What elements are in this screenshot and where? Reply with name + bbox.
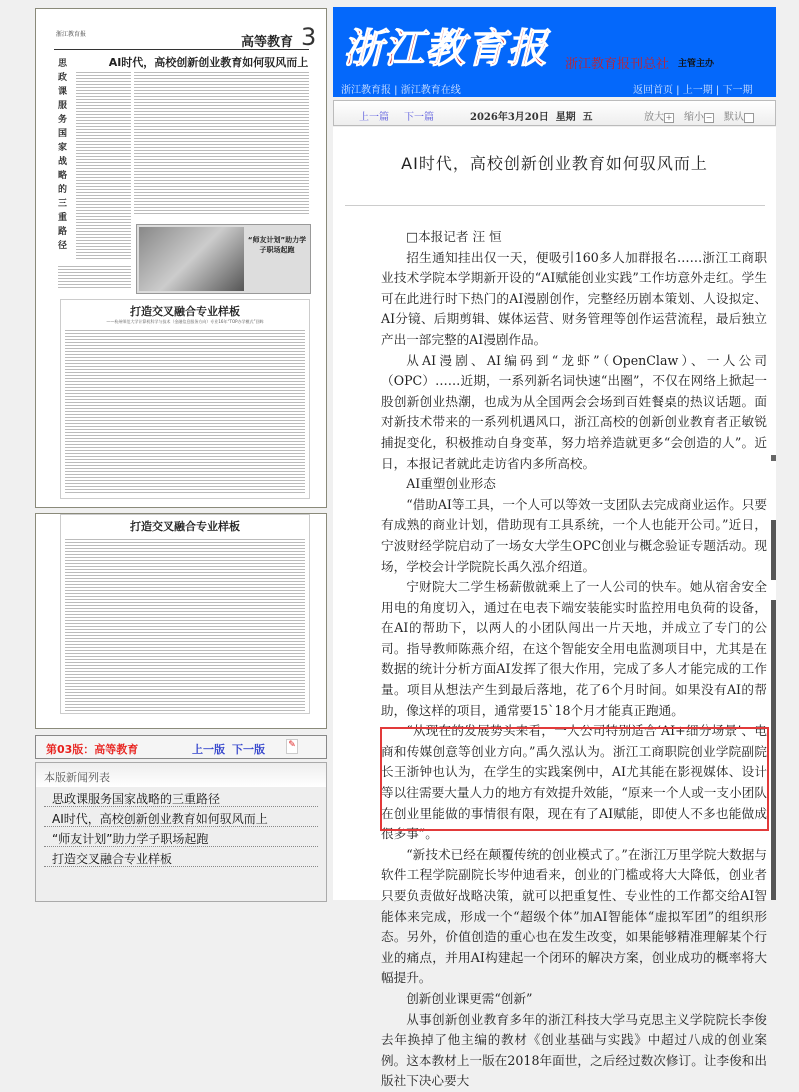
issue-date: 2026年3月20日 星期 五 (470, 112, 593, 123)
scrollbar[interactable] (771, 130, 776, 900)
default-size-button[interactable]: 默认 (724, 108, 754, 123)
logo[interactable]: 浙江教育报 (343, 25, 548, 72)
paragraph: 招生通知挂出仅一天，便吸引160多人加群报名……浙江工商职业技术学院本学期新开设的“AI赋能创业实践”工作坊意外走红。学生可在此进行时下热门的AI漫剧创作，完整经历剧本策划、人设拟定、AI分镜、后期剪辑、媒体运营、财务管理等创作运营流程，最后独立产出一部完整的AI漫剧作品。 (381, 249, 767, 347)
link-zjjyb[interactable]: 浙江教育报 (341, 85, 391, 96)
edition-bar (35, 735, 327, 759)
edition-label: 第03版：高等教育 (46, 743, 139, 756)
publisher: 浙江教育报刊总社 (565, 57, 670, 72)
pdf-icon[interactable]: ✎ (286, 739, 298, 754)
byline: □本报记者 汪 恒 (406, 229, 502, 244)
prev-issue-link[interactable]: 上一期 (682, 85, 713, 96)
paragraph: 从事创新创业教育多年的浙江科技大学马克思主义学院院长李俊去年换掉了他主编的教材《创业基础与实践》中超过八成的创业案例。这本教材上一版在2018年面世，之后经过数次修订。让李俊和出版社下决心要大 (381, 1011, 767, 1089)
thumb-side-headline: 思政课服务国家战略的三重路径 (58, 59, 68, 251)
prev-edition-link[interactable]: 上一版 (192, 743, 225, 756)
news-list (35, 762, 327, 902)
thumb-section: 高等教育 (241, 35, 294, 50)
news-list-item[interactable]: 打造交叉融合专业样板 (44, 847, 318, 867)
paragraph-highlighted: “新技术已经在颠覆传统的创业模式了。”在浙江万里学院大数据与软件工程学院副院长岑仲迪看来，创业的门槛或将大大降低，创业者只要负责做好战略决策，就可以把重复性、专业性的工作都交给AI智能体来完成，形成一个“超级个体”加AI智能体“虚拟军团”的组织形态。另外，价值创造的重心也在发生改变，如果能够精准理解某个行业的痛点，并用AI构建起一个闭环的解决方案，创业成功的概率将大幅提升。 (381, 846, 767, 986)
article-toolbar (333, 100, 776, 126)
next-article-link[interactable]: 下一篇 (404, 112, 434, 123)
zoom-out-button[interactable]: 缩小 − (684, 112, 713, 123)
thumb-masthead: 浙江教育报 (56, 31, 87, 38)
thumb-headline: AI时代，高校创新创业教育如何驭风而上 (108, 56, 309, 69)
article-body (381, 227, 767, 1092)
news-list-item[interactable]: “师友计划”助力学子职场起跑 (44, 827, 318, 847)
thumb-banner: 打造交叉融合专业样板 (130, 305, 240, 318)
prev-article-link[interactable]: 上一篇 (359, 112, 389, 123)
news-list-item[interactable]: 思政课服务国家战略的三重路径 (44, 787, 318, 807)
thumb-photo-caption: “师友计划”助力学子职场起跑 (247, 236, 307, 254)
paragraph: 宁财院大二学生杨薪傲就乘上了一人公司的快车。她从宿舍安全用电的角度切入，通过在电表下端安装能实时监控用电负荷的设备，在AI的帮助下，以两人的小团队闯出一片天地，并成立了专门的公司。指导教师陈燕介绍，在这个智能安全用电监测项目中，尤其是在数据的统计分析方面AI发挥了很大作用，完成了多人才能完成的工作量。项目从想法产生到最后落地，花了6个月时间。如果没有AI的帮助，像这样的项目，通常要15`18个月才能真正跑通。 (381, 579, 767, 718)
page-thumbnail-continued[interactable] (35, 513, 327, 729)
zoom-in-button[interactable]: 放大 + (644, 112, 673, 123)
thumb-banner-repeat: 打造交叉融合专业样板 (130, 520, 240, 533)
link-zjjy-online[interactable]: 浙江教育在线 (400, 85, 461, 96)
highlight-box (380, 727, 769, 831)
subheading: AI重塑创业形态 (406, 476, 496, 492)
paragraph: “从现在的发展势头来看，一人公司特别适合‘AI+细分场景’、电商和传媒创意等创业方向。”禹久泓认为。浙江工商职院创业学院副院长王浙钟也认为，在学生的实践案例中，AI尤其能在影视媒体、设计等以往需要大量人力的地方有效提升效能，“原来一个人或一支小团队在创业里能做的事情很有限，现在有了AI赋能，即使人不多也能做成很多事”。 (381, 723, 767, 842)
paragraph: “借助AI等工具，一个人可以等效一支团队去完成商业运作。只要有成熟的商业计划，借助现有工具系统，一个人也能开公司。”近日，宁波财经学院启动了一场女大学生OPC创业与概念验证专题活动。现场，学校会计学院院长禹久泓介绍道。 (381, 496, 767, 574)
site-header: 浙江教育报 浙江教育报刊总社 主管主办 浙江教育报 | 浙江教育在线 返回首页 | 上一期 | 下一期 (333, 7, 776, 97)
news-list-item[interactable]: AI时代，高校创新创业教育如何驭风而上 (44, 807, 318, 827)
paragraph: 从AI漫剧、AI编码到“龙虾”（OpenClaw）、一人公司（OPC）……近期，一系列新名词快速“出圈”，不仅在网络上掀起一股创新创业热潮，也成为从全国两会会场到百姓餐桌的热议话题。面对新技术带来的一系列机遇风口，浙江高校的创新创业教育者正敏锐捕捉变化，积极推动自身变革，努力培养造就更多“会创造的人”。近日，本报记者就此走访省内多所高校。 (381, 352, 767, 471)
subheading: 创新创业课更需“创新” (406, 990, 533, 1006)
next-edition-link[interactable]: 下一版 (232, 743, 265, 756)
thumb-page-no: 3 (301, 23, 317, 51)
thumb-banner-sub: ——杭州师范大学计算机科学与技术（金融信息服务方向）专业16年“TOP办学模式”回眸 (106, 319, 264, 324)
next-issue-link[interactable]: 下一期 (722, 85, 753, 96)
publisher-role: 主管主办 (678, 59, 715, 69)
news-list-title: 本版新闻列表 (36, 763, 326, 787)
article-title: AI时代，高校创新创业教育如何驭风而上 (401, 154, 708, 173)
home-link[interactable]: 返回首页 (633, 85, 673, 96)
page-thumbnail[interactable] (35, 8, 327, 508)
